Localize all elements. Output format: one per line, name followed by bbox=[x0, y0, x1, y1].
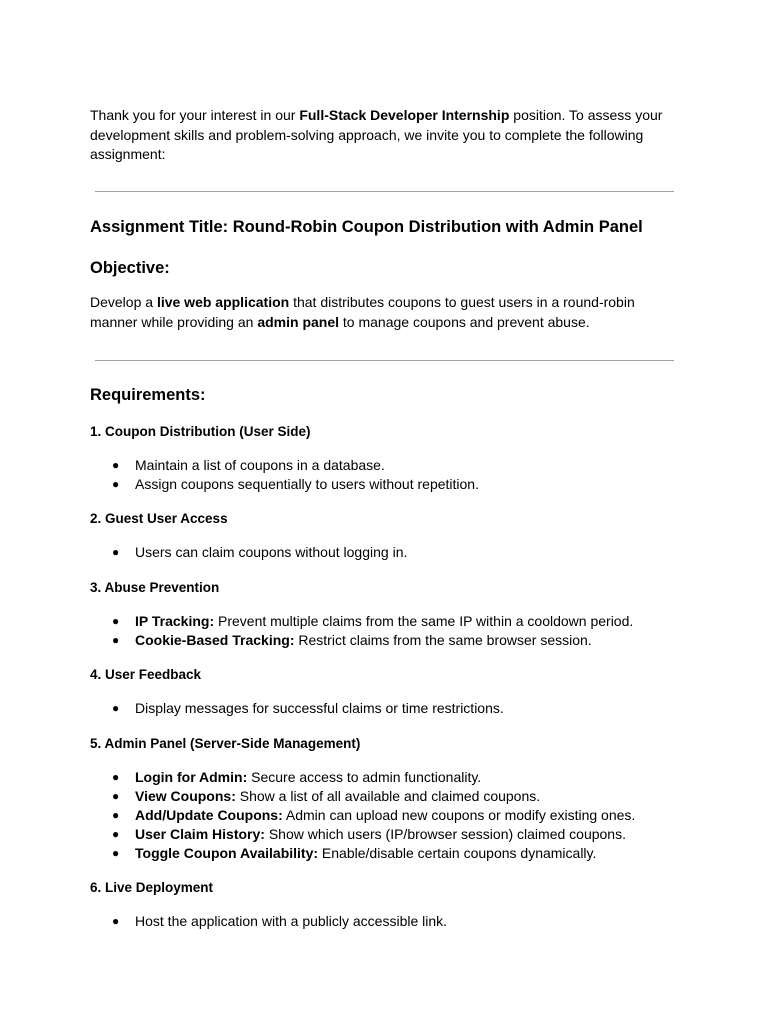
list-item-text: Show a list of all available and claimed coupons. bbox=[235, 788, 541, 804]
list-item-label: View Coupons: bbox=[135, 788, 236, 804]
intro-line-2: development skills and problem-solving approach, we invite you to complete the following bbox=[90, 126, 644, 143]
list-item-text: Display messages for successful claims or time restrictions. bbox=[135, 700, 504, 716]
bullet-icon: ● bbox=[112, 789, 120, 803]
section-title: 4. User Feedback bbox=[90, 667, 202, 682]
bullet-icon: ● bbox=[112, 770, 120, 784]
list-item-text: Restrict claims from the same browser session. bbox=[294, 632, 592, 648]
requirements-heading: Requirements: bbox=[90, 386, 206, 404]
bullet-list bbox=[90, 456, 710, 494]
list-item-text: Show which users (IP/browser session) claimed coupons. bbox=[264, 826, 626, 842]
intro-paragraph bbox=[90, 106, 710, 165]
list-item-text: Enable/disable certain coupons dynamically. bbox=[318, 845, 597, 861]
objective-text: manner while providing an bbox=[90, 313, 258, 330]
bullet-icon: ● bbox=[112, 458, 120, 472]
objective-emphasis: admin panel bbox=[257, 313, 340, 330]
section-title: 3. Abuse Prevention bbox=[90, 580, 220, 595]
bullet-icon: ● bbox=[112, 701, 120, 715]
objective-text: that distributes coupons to guest users in a round-robin bbox=[289, 294, 635, 310]
bullet-icon: ● bbox=[112, 477, 120, 491]
objective-heading: Objective: bbox=[90, 259, 170, 277]
list-item-text: Admin can upload new coupons or modify existing ones. bbox=[282, 807, 636, 823]
section-title: 2. Guest User Access bbox=[90, 511, 228, 526]
intro-text: position. To assess your bbox=[509, 107, 663, 123]
bullet-list bbox=[90, 612, 710, 650]
bullet-icon: ● bbox=[112, 808, 120, 822]
objective-line-2 bbox=[90, 313, 710, 333]
list-item bbox=[90, 844, 710, 863]
list-item bbox=[90, 456, 710, 475]
list-item-label: IP Tracking: bbox=[135, 613, 215, 629]
list-item bbox=[90, 912, 710, 931]
intro-emphasis: Full-Stack Developer Internship bbox=[299, 107, 510, 123]
bullet-icon: ● bbox=[112, 846, 120, 860]
bullet-icon: ● bbox=[112, 914, 120, 928]
bullet-icon: ● bbox=[112, 545, 120, 559]
objective-emphasis: live web application bbox=[156, 294, 290, 310]
list-item bbox=[90, 825, 710, 844]
bullet-icon: ● bbox=[112, 827, 120, 841]
list-item bbox=[90, 475, 710, 494]
list-item-label: Cookie-Based Tracking: bbox=[135, 632, 295, 648]
section-title: 6. Live Deployment bbox=[90, 880, 214, 895]
list-item-text: Host the application with a publicly accessible link. bbox=[135, 913, 448, 929]
list-item bbox=[90, 787, 710, 806]
list-item-label: Toggle Coupon Availability: bbox=[135, 845, 319, 861]
list-item-text: Assign coupons sequentially to users without repetition. bbox=[135, 476, 479, 492]
intro-line-1 bbox=[90, 106, 710, 126]
objective-text: to manage coupons and prevent abuse. bbox=[339, 313, 590, 330]
objective-line-1 bbox=[90, 293, 710, 313]
list-item bbox=[90, 543, 710, 562]
section-title: 5. Admin Panel (Server-Side Management) bbox=[90, 736, 361, 751]
list-item bbox=[90, 806, 710, 825]
bullet-list bbox=[90, 768, 710, 863]
list-item-label: User Claim History: bbox=[135, 826, 265, 842]
list-item-text: Secure access to admin functionality. bbox=[247, 769, 482, 785]
bullet-icon: ● bbox=[112, 633, 120, 647]
bullet-list bbox=[90, 912, 710, 931]
list-item-text: Maintain a list of coupons in a database. bbox=[135, 457, 385, 473]
divider bbox=[95, 191, 674, 192]
list-item-label: Login for Admin: bbox=[135, 769, 248, 785]
bullet-list bbox=[90, 699, 710, 718]
list-item bbox=[90, 699, 710, 718]
intro-text: Thank you for your interest in our bbox=[90, 107, 300, 123]
list-item-text: Prevent multiple claims from the same IP within a cooldown period. bbox=[214, 613, 634, 629]
objective-text: Develop a bbox=[90, 294, 157, 310]
objective-paragraph bbox=[90, 293, 710, 332]
list-item bbox=[90, 631, 710, 650]
list-item bbox=[90, 612, 710, 631]
intro-line-3: assignment: bbox=[90, 146, 166, 162]
section-title: 1. Coupon Distribution (User Side) bbox=[90, 424, 311, 439]
list-item-label: Add/Update Coupons: bbox=[135, 807, 283, 823]
assignment-title: Assignment Title: Round-Robin Coupon Distribution with Admin Panel bbox=[90, 218, 643, 236]
bullet-list bbox=[90, 543, 710, 562]
list-item bbox=[90, 768, 710, 787]
bullet-icon: ● bbox=[112, 614, 120, 628]
list-item-text: Users can claim coupons without logging in. bbox=[135, 544, 408, 560]
divider bbox=[95, 360, 674, 361]
